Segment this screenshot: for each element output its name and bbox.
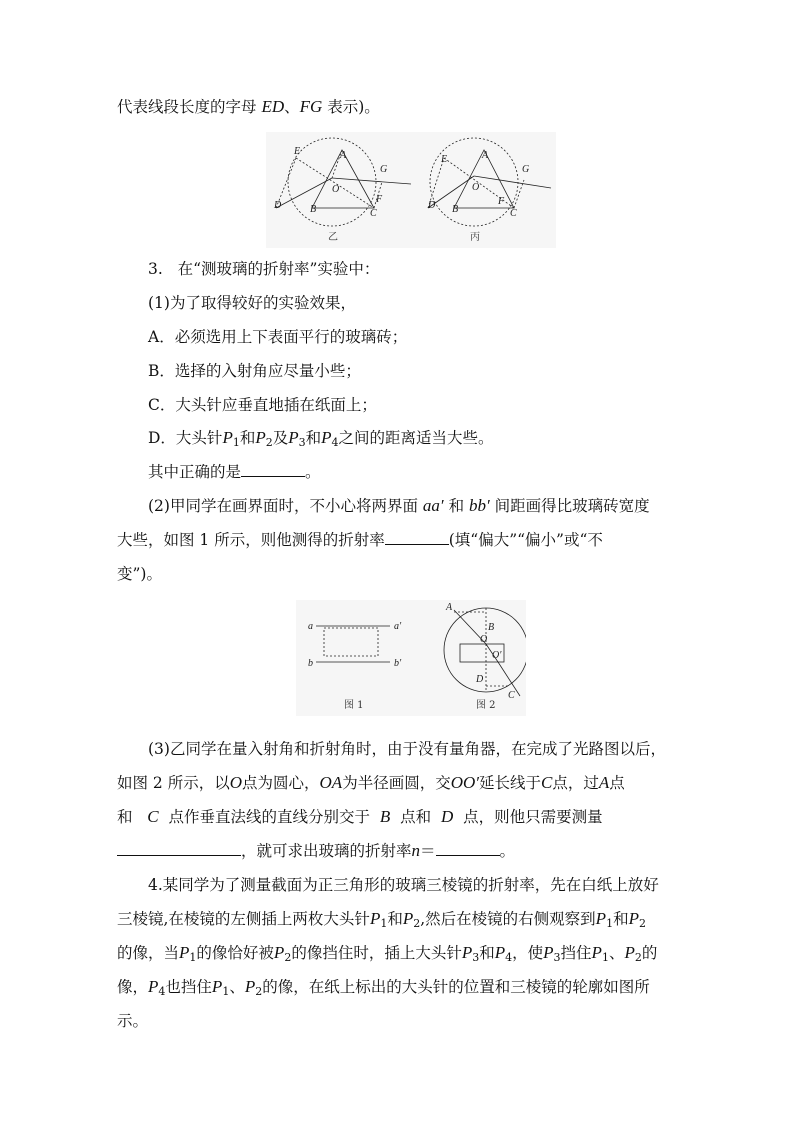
var-fg: FG	[299, 97, 323, 116]
sub: 1	[232, 436, 240, 449]
sub: 4	[331, 436, 339, 449]
label-b: B	[452, 204, 459, 215]
q3-part3-line1: (3)乙同学在量入射角和折射角时，由于没有量角器，在完成了光路图以后，	[148, 740, 666, 758]
text: 、	[229, 978, 245, 996]
fig1-fig2	[296, 600, 526, 716]
text: 三棱镜,在棱镜的左侧插上两枚大头针	[117, 910, 370, 928]
var-c: C	[147, 807, 159, 826]
sub: 2	[255, 985, 263, 998]
var-p: P	[321, 428, 332, 447]
text: 。	[305, 463, 321, 481]
label-o: O	[332, 184, 340, 195]
text: 为半径画圆，交	[342, 774, 451, 792]
var-p: P	[148, 977, 159, 996]
text: (2)甲同学在画界面时，不小心将两界面	[148, 497, 418, 515]
label-c: C	[510, 208, 517, 219]
text: 的像挡住时，插上大头针	[291, 944, 462, 962]
label-c: C	[508, 690, 515, 701]
var-p: P	[628, 909, 639, 928]
text: ，使	[512, 944, 544, 962]
text: 点，则他只需要测量	[463, 808, 603, 826]
diagram-bing	[428, 138, 551, 226]
label-g: G	[522, 164, 530, 175]
fig2-diagram	[444, 608, 526, 696]
text: 、	[284, 98, 300, 116]
text: 之间的距离适当大些。	[338, 429, 494, 447]
var-p: P	[402, 909, 414, 928]
text: 和	[448, 497, 465, 515]
q3-answer-1	[148, 461, 321, 483]
var-p: P	[461, 943, 473, 962]
fig1-caption: 图 1	[344, 700, 364, 711]
q4-line1: 4.某同学为了测量截面为正三角形的玻璃三棱镜的折射率，先在白纸上放好	[148, 876, 659, 894]
text: 的像恰好被	[196, 944, 274, 962]
var-p: P	[222, 428, 233, 447]
text: 代表线段长度的字母	[117, 98, 257, 116]
text: 和	[305, 429, 322, 447]
text: 和	[117, 808, 133, 826]
glass-diagrams	[296, 600, 526, 716]
var-p: P	[244, 977, 256, 996]
text: 和	[613, 910, 629, 928]
label-e: E	[294, 146, 301, 157]
q3-part2-line3: 变”)。	[117, 565, 162, 583]
sub: 2	[638, 917, 646, 930]
text: 点为圆心，	[242, 774, 320, 792]
text: 和	[479, 944, 495, 962]
sub: 2	[265, 436, 273, 449]
q3-part1-intro: (1)为了取得较好的实验效果，	[148, 294, 356, 312]
var-p: P	[595, 909, 607, 928]
var-p: P	[369, 909, 381, 928]
text: 点	[609, 774, 625, 792]
q4-line2	[117, 908, 646, 930]
text: 间距画得比玻璃砖宽度	[494, 497, 650, 515]
sub: 1	[606, 917, 614, 930]
q3-part3-line2	[117, 772, 625, 794]
q3-option-c: C．大头针应垂直地插在纸面上；	[148, 396, 377, 414]
answer-blank[interactable]	[385, 530, 449, 545]
text: 的像，在纸上标出的大头针的位置和三棱镜的轮廓如图所	[262, 978, 650, 996]
q3-option-b: B．选择的入射角应尽量小些；	[148, 362, 361, 380]
label-a-prime: a′	[394, 621, 402, 632]
text: 像，	[117, 978, 149, 996]
text: ＝	[420, 842, 436, 860]
text: 、	[608, 944, 625, 962]
sub: 3	[472, 951, 480, 964]
var-oo: OO′	[450, 773, 479, 792]
var-aa: aa′	[422, 496, 444, 515]
var-p: P	[288, 428, 299, 447]
text: 点作垂直法线的直线分别交于	[168, 808, 371, 826]
q4-line4	[117, 976, 650, 998]
label-a: a	[308, 621, 313, 632]
text: 其中正确的是	[148, 463, 242, 481]
label-d: D	[428, 200, 436, 211]
text: (填“偏大”“偏小”或“不	[448, 531, 603, 549]
q3-option-d	[148, 427, 494, 449]
label-b: b	[308, 658, 313, 669]
q3-option-a: A．必须选用上下表面平行的玻璃砖；	[148, 328, 408, 346]
label-f: F	[376, 194, 383, 205]
var-ed: ED	[261, 97, 285, 116]
text: 和	[239, 429, 256, 447]
q2-tail-line	[117, 96, 380, 118]
text: D．大头针	[148, 429, 223, 447]
var-d: D	[441, 807, 454, 826]
var-p: P	[255, 428, 266, 447]
text: 点和	[400, 808, 432, 826]
q3-part2-line2	[117, 529, 603, 551]
sub: 2	[284, 951, 292, 964]
prism-diagrams	[266, 132, 556, 248]
text: 。	[499, 842, 516, 860]
q3-part3-line4	[117, 840, 515, 862]
label-f: F	[498, 196, 505, 207]
label-b: B	[488, 622, 495, 633]
text: 也挡住	[165, 978, 212, 996]
var-p: P	[494, 943, 506, 962]
answer-blank[interactable]	[436, 841, 500, 856]
var-bb: bb′	[469, 496, 490, 515]
var-p: P	[591, 943, 602, 962]
label-c: C	[370, 208, 377, 219]
label-b: B	[310, 204, 317, 215]
text: 的像，当	[117, 944, 180, 962]
q3-stem	[148, 258, 379, 280]
var-p: P	[179, 943, 190, 962]
var-p: P	[624, 943, 635, 962]
label-a: A	[340, 150, 347, 161]
q3-part2-line1	[148, 495, 650, 517]
label-a: A	[482, 150, 489, 161]
text: 延长线于	[478, 774, 541, 792]
text: 如图 2 所示，以	[117, 774, 230, 792]
var-b: B	[379, 807, 391, 826]
fig1-diagram	[316, 626, 390, 662]
sub: 1	[601, 951, 609, 964]
text: 表示)。	[327, 98, 380, 116]
label-d: D	[274, 200, 282, 211]
sub: 1	[189, 951, 197, 964]
label-b-prime: b′	[394, 658, 402, 669]
var-a: A	[598, 773, 610, 792]
text: 挡住	[560, 944, 592, 962]
var-p: P	[543, 943, 554, 962]
answer-blank[interactable]	[117, 841, 241, 856]
sub: 3	[553, 951, 561, 964]
var-o: O	[229, 773, 242, 792]
sub: 4	[505, 951, 513, 964]
var-p: P	[211, 977, 223, 996]
text: 的	[641, 944, 658, 962]
sub: 4	[158, 985, 166, 998]
text: 大些，如图 1 所示，则他测得的折射率	[117, 531, 385, 549]
prism-figure-top	[266, 132, 556, 248]
q4-line5: 示。	[117, 1012, 149, 1030]
var-p: P	[273, 943, 285, 962]
answer-blank[interactable]	[241, 462, 305, 477]
sub: 2	[413, 917, 421, 930]
caption-yi: 乙	[328, 232, 338, 243]
question-number: 3.	[148, 260, 163, 278]
sub: 1	[222, 985, 230, 998]
sub: 2	[634, 951, 642, 964]
text: 点，过	[552, 774, 599, 792]
label-a: A	[446, 602, 453, 613]
sub: 3	[298, 436, 306, 449]
label-g: G	[380, 164, 388, 175]
question-stem: 在“测玻璃的折射率”实验中：	[177, 260, 380, 278]
text: ,然后在棱镜的右侧观察到	[420, 910, 596, 928]
q4-line3	[117, 942, 657, 964]
text: ，就可求出玻璃的折射率	[241, 842, 412, 860]
text: 及	[272, 429, 289, 447]
caption-bing: 丙	[470, 232, 480, 243]
label-o: O	[472, 182, 480, 193]
label-o-prime: O′	[492, 650, 502, 661]
sub: 1	[380, 917, 388, 930]
text: 和	[387, 910, 403, 928]
fig2-caption: 图 2	[476, 700, 496, 711]
var-oa: OA	[319, 773, 343, 792]
var-c: C	[541, 773, 553, 792]
label-o: O	[480, 634, 488, 645]
label-d: D	[476, 674, 484, 685]
var-n: n	[411, 841, 421, 860]
q3-part3-line3	[117, 806, 603, 828]
label-e: E	[441, 154, 448, 165]
